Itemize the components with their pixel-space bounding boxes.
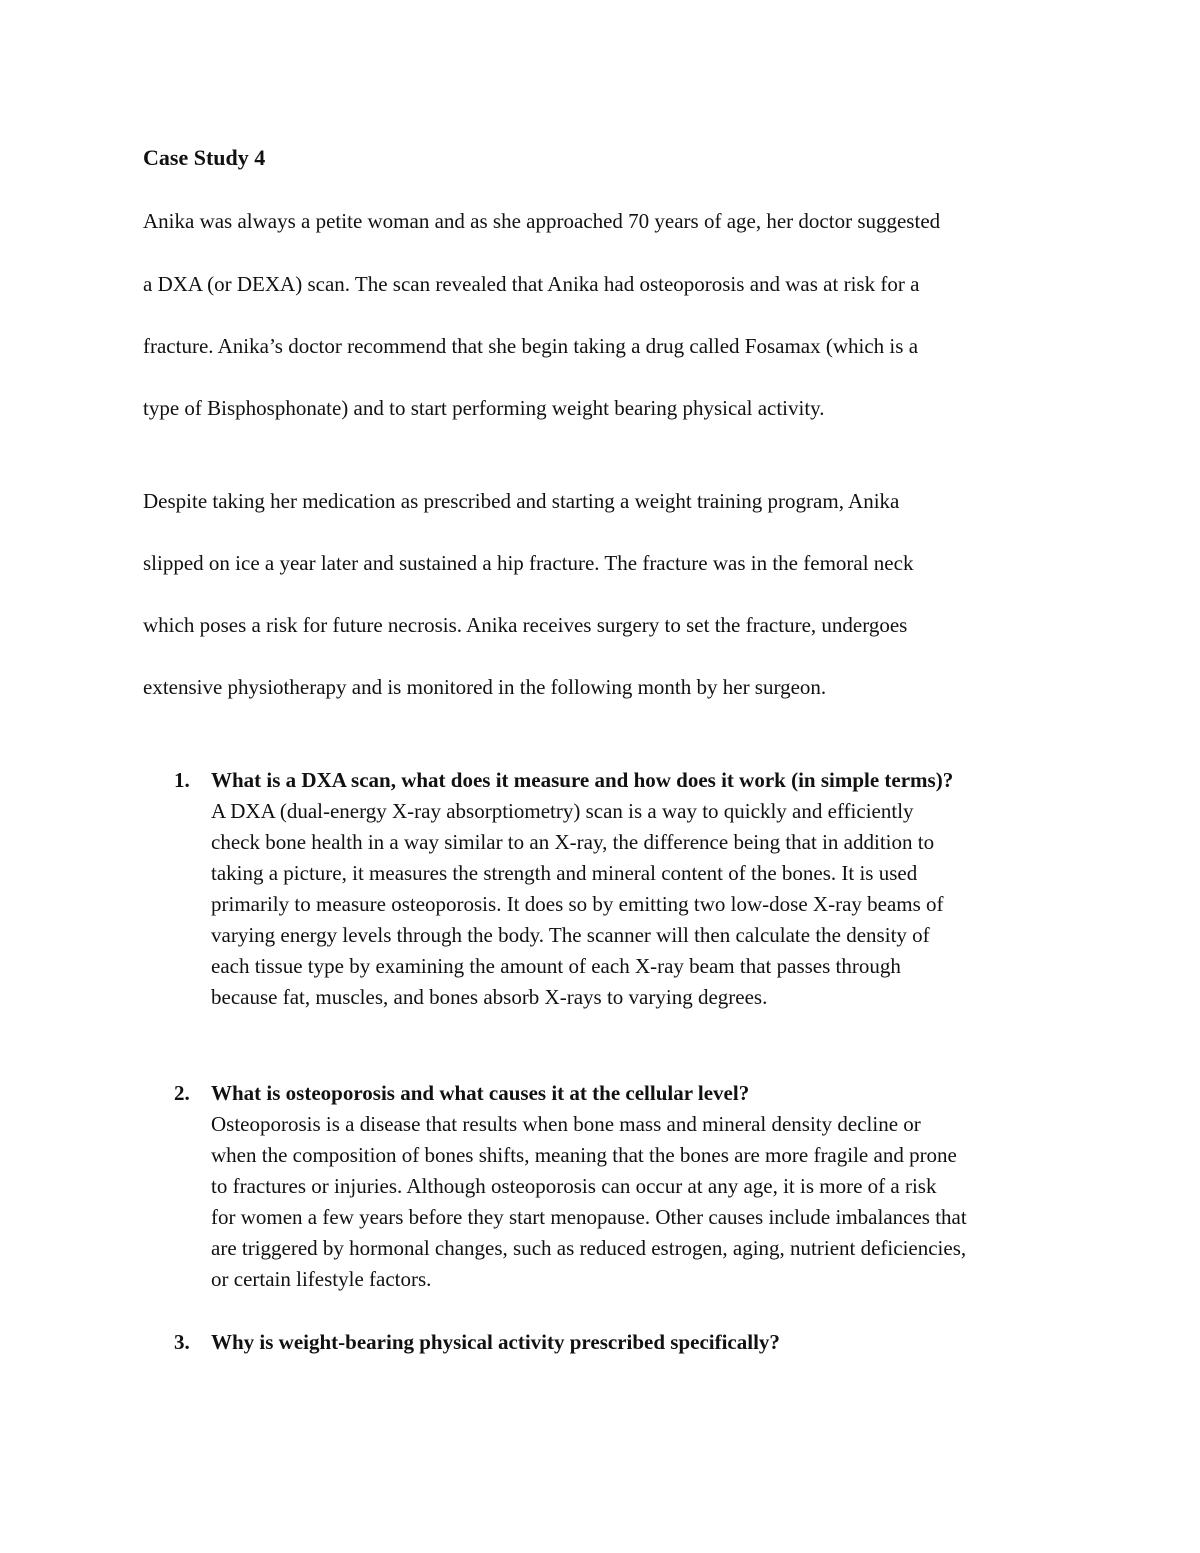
question-3-title: Why is weight-bearing physical activity prescribed specifically? [211,1330,780,1354]
question-1-title: What is a DXA scan, what does it measure and how does it work (in simple terms)? [211,768,954,792]
paragraph-2-line: extensive physiotherapy and is monitored in the following month by her surgeon. [143,675,827,699]
paragraph-1-line: Anika was always a petite woman and as she approached 70 years of age, her doctor suggested [143,209,941,233]
answer-2-line: or certain lifestyle factors. [211,1267,432,1291]
answer-1-line: varying energy levels through the body. The scanner will then calculate the density of [211,923,930,947]
document-title: Case Study 4 [143,145,266,170]
answer-2-line: are triggered by hormonal changes, such as reduced estrogen, aging, nutrient deficiencies, [211,1236,967,1260]
question-3-block [211,1327,1071,1358]
answer-2-line: Osteoporosis is a disease that results when bone mass and mineral density decline or [211,1112,921,1136]
paragraph-1-line: a DXA (or DEXA) scan. The scan revealed that Anika had osteoporosis and was at risk for a [143,272,920,296]
answer-1-line: each tissue type by examining the amount of each X-ray beam that passes through [211,954,901,978]
question-3-number: 3. [174,1330,190,1354]
answer-1-line: taking a picture, it measures the strength and mineral content of the bones. It is used [211,861,918,885]
paragraph-2-line: slipped on ice a year later and sustained a hip fracture. The fracture was in the femoral neck [143,551,914,575]
answer-1-line: because fat, muscles, and bones absorb X-rays to varying degrees. [211,985,768,1009]
paragraph-2-line: which poses a risk for future necrosis. Anika receives surgery to set the fracture, undergoes [143,613,908,637]
question-1-block [211,765,1071,1013]
answer-2-line: for women a few years before they start menopause. Other causes include imbalances that [211,1205,967,1229]
question-1-number: 1. [174,768,190,792]
question-2-block [211,1078,1071,1295]
answer-1-line: A DXA (dual-energy X-ray absorptiometry) scan is a way to quickly and efficiently [211,799,914,823]
paragraph-1-line: type of Bisphosphonate) and to start performing weight bearing physical activity. [143,396,825,420]
paragraph-2-line: Despite taking her medication as prescribed and starting a weight training program, Anika [143,489,900,513]
question-2-number: 2. [174,1081,190,1105]
question-2-title: What is osteoporosis and what causes it at the cellular level? [211,1081,750,1105]
answer-2-line: to fractures or injuries. Although osteoporosis can occur at any age, it is more of a risk [211,1174,937,1198]
paragraph-1-line: fracture. Anika’s doctor recommend that she begin taking a drug called Fosamax (which is a [143,334,919,358]
answer-2-line: when the composition of bones shifts, meaning that the bones are more fragile and prone [211,1143,957,1167]
answer-1-line: check bone health in a way similar to an X-ray, the difference being that in addition to [211,830,935,854]
answer-1-line: primarily to measure osteoporosis. It does so by emitting two low-dose X-ray beams of [211,892,944,916]
